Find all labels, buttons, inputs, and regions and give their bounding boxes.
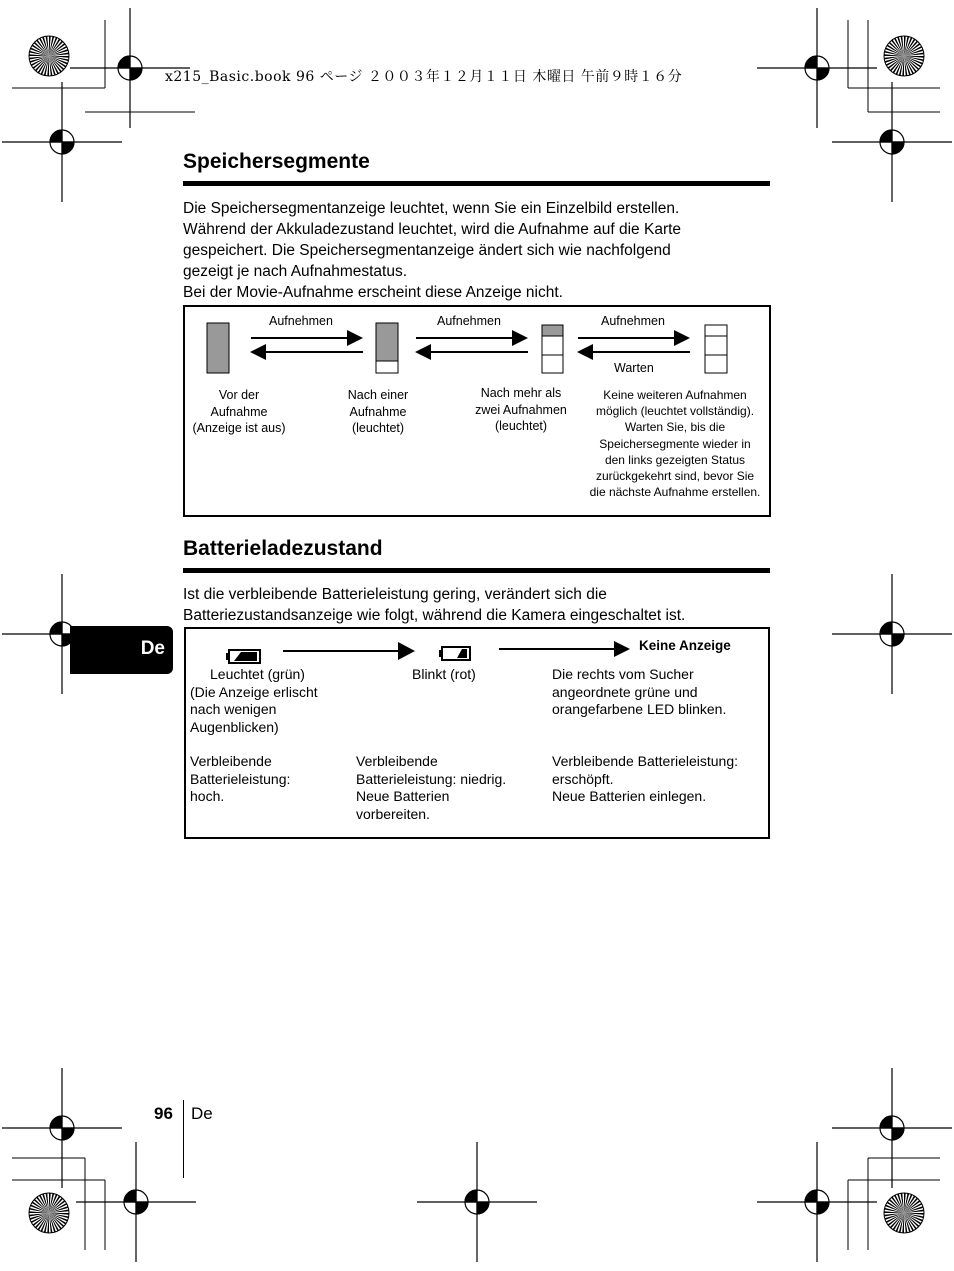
- registration-target-icon: [832, 1068, 952, 1188]
- memory-segment-diagram: [183, 305, 771, 517]
- arrow-pair-3: [577, 330, 690, 360]
- registration-target-icon: [417, 1142, 537, 1262]
- battery-status-diagram: [184, 627, 770, 839]
- registration-starburst-icon: [29, 36, 69, 76]
- page-number: 96: [154, 1104, 173, 1123]
- battery-status-col2: Blinkt (rot): [412, 666, 476, 682]
- arrow-label-aufnehmen-1: Aufnehmen: [269, 314, 333, 328]
- battery-status-col3: Die rechts vom Sucher angeordnete grüne und orangefarbene LED blinken.: [552, 666, 727, 717]
- no-display-label: Keine Anzeige: [639, 638, 731, 653]
- registration-target-icon: [832, 574, 952, 694]
- language-tab-label: De: [140, 638, 165, 659]
- paragraph-line: Die Speichersegmentanzeige leuchtet, wenn Sie ein Einzelbild erstellen.: [183, 200, 680, 217]
- footer-language: De: [191, 1104, 213, 1123]
- paragraph-line: gezeigt je nach Aufnahmestatus.: [183, 263, 408, 280]
- state-caption-4: Keine weiteren Aufnahmen möglich (leuchtet vollständig). Warten Sie, bis die Speichersegmente wieder in den links gezeigten Status zurückgekehrt sind, bevor Sie die nächste Aufnahme erstellen.: [589, 388, 761, 500]
- section-title-batterieladezustand: Batterieladezustand: [183, 537, 383, 560]
- registration-target-icon: [76, 1142, 196, 1262]
- paragraph-line: Ist die verbleibende Batterieleistung gering, verändert sich die: [183, 586, 607, 603]
- registration-target-icon: [757, 1142, 877, 1262]
- battery-arrow-1: [283, 642, 415, 660]
- registration-target-icon: [757, 8, 877, 128]
- segment-indicator-empty: [705, 325, 727, 373]
- arrow-label-aufnehmen-2: Aufnehmen: [437, 314, 501, 328]
- print-header: x215_Basic.book 96 ページ ２００３年１２月１１日 木曜日 午前９時１６分: [165, 69, 683, 85]
- language-tab: [70, 626, 173, 674]
- arrow-pair-2: [415, 330, 528, 360]
- battery-level-col1: Verbleibende Batterieleistung: hoch.: [190, 753, 291, 804]
- battery-low-icon: [439, 647, 470, 660]
- paragraph-line: Während der Akkuladezustand leuchtet, wird die Aufnahme auf die Karte: [183, 221, 682, 238]
- state-caption-3: Nach mehr als zwei Aufnahmen (leuchtet): [475, 386, 567, 433]
- registration-target-icon: [832, 82, 952, 202]
- segment-indicator-one-shot: [376, 323, 398, 373]
- footer-divider: [183, 1100, 184, 1178]
- registration-starburst-icon: [884, 36, 924, 76]
- arrow-label-warten: Warten: [614, 361, 654, 375]
- section-title-speichersegmente: Speichersegmente: [183, 150, 370, 173]
- segment-indicator-full: [207, 323, 229, 373]
- state-caption-2: Nach einer Aufnahme (leuchtet): [347, 388, 409, 435]
- registration-starburst-icon: [29, 1193, 69, 1233]
- arrow-pair-1: [250, 330, 363, 360]
- registration-target-icon: [2, 82, 122, 202]
- section1-paragraph: [183, 198, 773, 303]
- segment-indicator-two-shots: [542, 325, 563, 373]
- battery-level-col2: Verbleibende Batterieleistung: niedrig. Neue Batterien vorbereiten.: [356, 753, 507, 822]
- section2-paragraph: [183, 584, 773, 626]
- arrow-label-aufnehmen-3: Aufnehmen: [601, 314, 665, 328]
- battery-arrow-2: [499, 641, 630, 657]
- registration-starburst-icon: [884, 1193, 924, 1233]
- paragraph-line: Batteriezustandsanzeige wie folgt, während die Kamera eingeschaltet ist.: [183, 607, 686, 624]
- section-rule: [183, 568, 770, 573]
- state-caption-1: Vor der Aufnahme (Anzeige ist aus): [192, 388, 286, 435]
- battery-full-icon: [226, 650, 260, 663]
- paragraph-line: Bei der Movie-Aufnahme erscheint diese Anzeige nicht.: [183, 284, 563, 301]
- battery-level-col3: Verbleibende Batterieleistung: erschöpft. Neue Batterien einlegen.: [552, 753, 739, 804]
- section-rule: [183, 181, 770, 186]
- battery-status-col1: Leuchtet (grün) (Die Anzeige erlischt nach wenigen Augenblicken): [190, 666, 318, 735]
- registration-target-icon: [2, 1068, 122, 1188]
- paragraph-line: gespeichert. Die Speichersegmentanzeige ändert sich wie nachfolgend: [183, 242, 671, 259]
